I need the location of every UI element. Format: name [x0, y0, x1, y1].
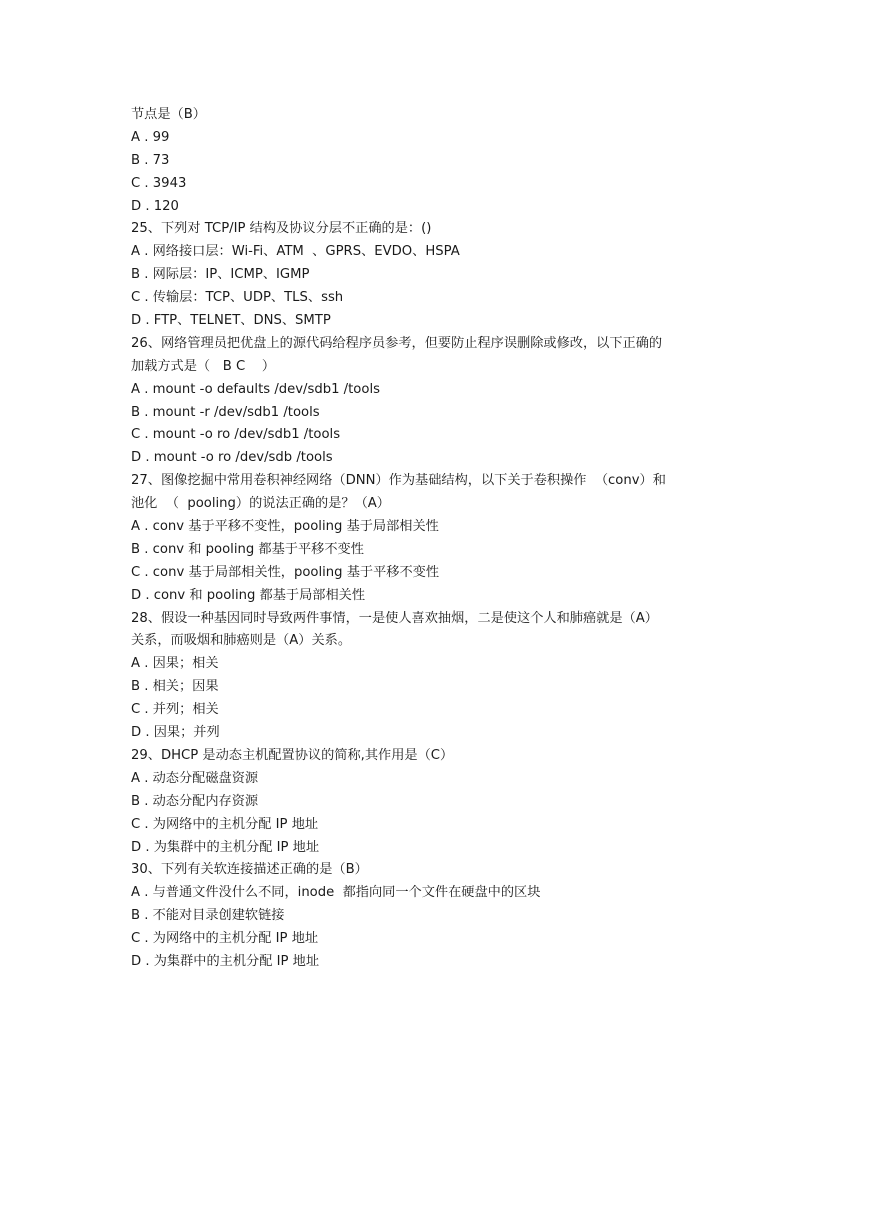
- option-line: B . 73: [131, 152, 170, 168]
- option-line: D . mount -o ro /dev/sdb /tools: [131, 450, 333, 466]
- option-line: C . mount -o ro /dev/sdb1 /tools: [131, 427, 341, 443]
- question-28: 28、假设一种基因同时导致两件事情，一是使人喜欢抽烟，二是使这个人和肺癌就是（A）: [131, 610, 658, 626]
- option-line: C . 3943: [131, 175, 187, 191]
- question-30: 30、下列有关软连接描述正确的是（B）: [131, 862, 368, 878]
- option-line: A . 与普通文件没什么不同，inode 都指向同一个文件在硬盘中的区块: [131, 885, 541, 901]
- option-line: D . 因果；并列: [131, 725, 220, 741]
- text-line: 节点是（B）: [131, 107, 206, 122]
- option-line: D . conv 和 pooling 都基于局部相关性: [131, 587, 366, 603]
- option-line: C . conv 基于局部相关性，pooling 基于平移不变性: [131, 564, 440, 580]
- option-line: B . 不能对目录创建软链接: [131, 908, 285, 924]
- question-26-cont: 加载方式是（ B C ）: [131, 358, 276, 374]
- document-page: [131, 104, 741, 974]
- option-line: B . 网际层：IP、ICMP、IGMP: [131, 267, 310, 283]
- option-line: A . 动态分配磁盘资源: [131, 770, 259, 786]
- question-27: 27、图像挖掘中常用卷积神经网络（DNN）作为基础结构，以下关于卷积操作 （conv）和: [131, 473, 666, 489]
- question-28-cont: 关系，而吸烟和肺癌则是（A）关系。: [131, 633, 352, 649]
- option-line: B . 动态分配内存资源: [131, 793, 259, 809]
- question-26: 26、网络管理员把优盘上的源代码给程序员参考，但要防止程序误删除或修改，以下正确的: [131, 335, 663, 351]
- question-29: 29、DHCP 是动态主机配置协议的简称,其作用是（C）: [131, 747, 454, 763]
- option-line: C . 传输层：TCP、UDP、TLS、ssh: [131, 290, 344, 306]
- option-line: A . mount -o defaults /dev/sdb1 /tools: [131, 381, 380, 397]
- option-line: A . 网络接口层：Wi-Fi、ATM 、GPRS、EVDO、HSPA: [131, 244, 460, 260]
- option-line: D . FTP、TELNET、DNS、SMTP: [131, 313, 331, 329]
- option-line: C . 为网络中的主机分配 IP 地址: [131, 931, 319, 947]
- option-line: A . 99: [131, 129, 170, 145]
- option-line: D . 为集群中的主机分配 IP 地址: [131, 839, 320, 855]
- option-line: B . 相关；因果: [131, 679, 219, 695]
- option-line: B . conv 和 pooling 都基于平移不变性: [131, 541, 364, 557]
- option-line: D . 120: [131, 198, 179, 214]
- option-line: A . conv 基于平移不变性，pooling 基于局部相关性: [131, 519, 439, 535]
- option-line: D . 为集群中的主机分配 IP 地址: [131, 953, 320, 969]
- option-line: A . 因果；相关: [131, 656, 219, 672]
- option-line: B . mount -r /dev/sdb1 /tools: [131, 404, 320, 420]
- question-25: 25、下列对 TCP/IP 结构及协议分层不正确的是：(): [131, 221, 432, 237]
- question-27-cont: 池化 （ pooling）的说法正确的是？（A）: [131, 496, 390, 512]
- option-line: C . 并列；相关: [131, 702, 219, 718]
- option-line: C . 为网络中的主机分配 IP 地址: [131, 816, 319, 832]
